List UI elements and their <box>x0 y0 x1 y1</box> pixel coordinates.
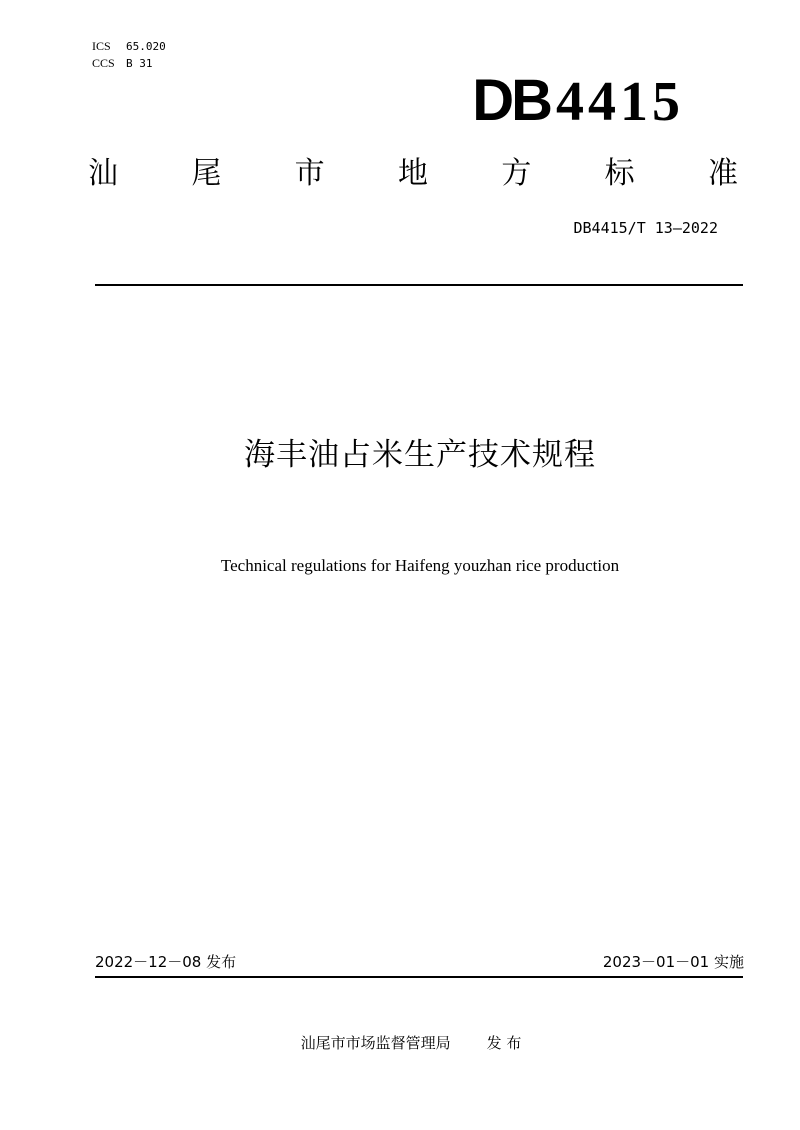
implement-date: 2023－01－01 实施 <box>602 953 744 971</box>
standard-type-char: 尾 <box>191 156 222 191</box>
ccs-label: CCS <box>92 56 115 70</box>
standard-type-char: 市 <box>294 156 325 191</box>
standard-type-char: 准 <box>707 156 738 191</box>
issuer-name: 汕尾市市场监督管理局 <box>300 1034 451 1052</box>
issuer-line <box>0 1033 800 1053</box>
ics-value: 65.020 <box>126 40 166 53</box>
document-title-en: Technical regulations for Haifeng youzhan rice production <box>220 556 620 575</box>
standard-type-char: 汕 <box>88 156 118 191</box>
standard-code: DB4415/T 13—2022 <box>573 219 718 237</box>
publish-date: 2022－12－08 发布 <box>95 953 237 971</box>
bottom-divider <box>95 976 743 978</box>
ccs-line <box>92 55 166 72</box>
db-mark-number: 4415 <box>556 71 684 133</box>
issuer-action: 发 布 <box>486 1034 522 1052</box>
document-title-cn: 海丰油占米生产技术规程 <box>244 437 596 473</box>
ics-label: ICS <box>92 39 111 53</box>
standard-type-heading <box>88 154 738 194</box>
standard-type-char: 方 <box>501 156 532 191</box>
db-mark-letters: DB <box>472 68 550 133</box>
classification-block <box>92 38 166 72</box>
standard-type-char: 地 <box>397 156 428 191</box>
ics-line <box>92 38 166 55</box>
top-divider <box>95 284 743 286</box>
standard-type-char: 标 <box>604 156 635 191</box>
ccs-value: B 31 <box>126 57 153 70</box>
db-standard-mark <box>472 68 684 133</box>
